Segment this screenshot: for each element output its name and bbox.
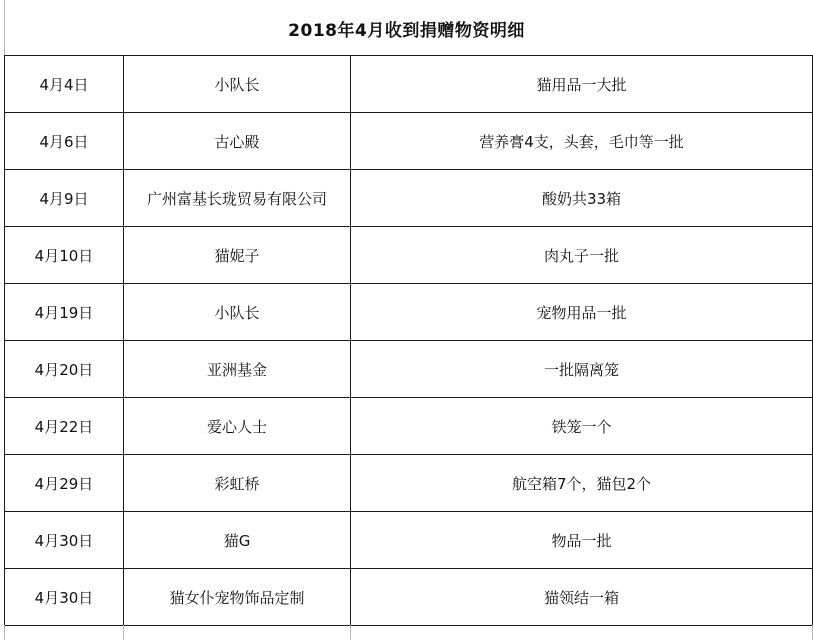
table-row: [5, 170, 813, 227]
items-cell[interactable]: 物品一批: [351, 512, 813, 569]
donor-cell[interactable]: 猫G: [124, 512, 351, 569]
items-cell[interactable]: 营养膏4支，头套，毛巾等一批: [351, 113, 813, 170]
table-row: [5, 341, 813, 398]
donation-table-body: [5, 56, 813, 626]
date-cell[interactable]: 4月30日: [5, 569, 124, 626]
table-row: [5, 284, 813, 341]
table-row: [5, 512, 813, 569]
date-cell[interactable]: 4月9日: [5, 170, 124, 227]
items-cell[interactable]: 航空箱7个，猫包2个: [351, 455, 813, 512]
items-cell[interactable]: 肉丸子一批: [351, 227, 813, 284]
sheet-title: 2018年4月收到捐赠物资明细: [288, 20, 525, 41]
date-cell[interactable]: 4月19日: [5, 284, 124, 341]
date-cell[interactable]: 4月6日: [5, 113, 124, 170]
items-cell[interactable]: 酸奶共33箱: [351, 170, 813, 227]
items-cell[interactable]: 一批隔离笼: [351, 341, 813, 398]
table-row: [5, 56, 813, 113]
date-cell[interactable]: 4月20日: [5, 341, 124, 398]
donor-cell[interactable]: 广州富基长珑贸易有限公司: [124, 170, 351, 227]
items-cell[interactable]: 宠物用品一批: [351, 284, 813, 341]
donor-cell[interactable]: 亚洲基金: [124, 341, 351, 398]
donor-cell[interactable]: 小队长: [124, 284, 351, 341]
date-cell[interactable]: 4月4日: [5, 56, 124, 113]
donation-table: [4, 55, 813, 626]
items-cell[interactable]: 猫用品一大批: [351, 56, 813, 113]
items-cell[interactable]: 铁笼一个: [351, 398, 813, 455]
date-cell[interactable]: 4月22日: [5, 398, 124, 455]
donor-cell[interactable]: 小队长: [124, 56, 351, 113]
table-row: [5, 455, 813, 512]
donor-cell[interactable]: 彩虹桥: [124, 455, 351, 512]
donor-cell[interactable]: 古心殿: [124, 113, 351, 170]
date-cell[interactable]: 4月10日: [5, 227, 124, 284]
table-row: [5, 569, 813, 626]
sheet-gridline: [4, 625, 5, 640]
date-cell[interactable]: 4月29日: [5, 455, 124, 512]
sheet-gridline: [350, 625, 351, 640]
donor-cell[interactable]: 猫女仆宠物饰品定制: [124, 569, 351, 626]
table-row: [5, 227, 813, 284]
sheet-gridline: [123, 625, 124, 640]
date-cell[interactable]: 4月30日: [5, 512, 124, 569]
items-cell[interactable]: 猫领结一箱: [351, 569, 813, 626]
table-row: [5, 113, 813, 170]
donor-cell[interactable]: 爱心人士: [124, 398, 351, 455]
table-row: [5, 398, 813, 455]
donor-cell[interactable]: 猫妮子: [124, 227, 351, 284]
